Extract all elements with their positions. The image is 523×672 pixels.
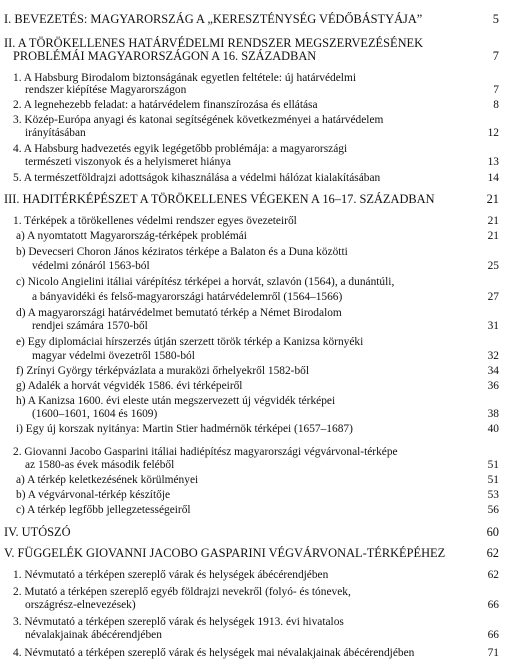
entry-title: 1. Térképek a törökellenes védelmi rendszer egyes övezeteiről (13, 215, 297, 227)
entry-page: 13 (487, 156, 499, 168)
entry-page: 21 (487, 230, 499, 242)
entry-title: 1. A Habsburg Birodalom biztonságának egyetlen feltétele: új határvédelmi (13, 72, 356, 84)
entry-title: magyar védelmi övezetről 1580-ból (32, 350, 195, 362)
entry-title: I. BEVEZETÉS: MAGYARORSZÁG A „KERESZTÉNYSÉG VÉDŐBÁSTYÁJA” (4, 12, 423, 26)
entry-page: 25 (487, 260, 499, 272)
entry-page: 66 (487, 629, 499, 641)
entry-title: i) Egy új korszak nyitánya: Martin Stier hadmérnök térképei (1657–1687) (16, 423, 353, 435)
entry-page: 38 (487, 408, 499, 420)
entry-title: természeti viszonyok és a helyismeret hiánya (25, 156, 231, 168)
entry-title: rendszer kiépítése Magyarországon (25, 84, 187, 96)
entry-page: 60 (486, 525, 499, 539)
entry-title: 4. A Habsburg hadvezetés egyik legégetőbb problémája: a magyarországi (13, 143, 348, 155)
entry-title: 1. Névmutató a térképen szereplő várak és helységek ábécérendjében (13, 569, 329, 581)
entry-page: 62 (487, 569, 499, 581)
entry-page: 7 (493, 84, 499, 96)
entry-title: a bányavidéki és felső-magyarországi határvédelemről (1564–1566) (32, 291, 343, 303)
entry-title: a) A nyomtatott Magyarország-térképek problémái (16, 230, 247, 242)
entry-title: rendjei számára 1570-ből (32, 320, 148, 332)
entry-title: országrész-elnevezések) (25, 599, 136, 611)
entry-title: e) Egy diplomáciai hírszerzés útján szerzett török térkép a Kanizsa környéki (16, 336, 364, 348)
entry-title: névalakjainak ábécérendjében (25, 629, 162, 641)
entry-title: c) Nicolo Angielini itáliai várépítész térképei a horvát, szlavón (1564), a dunántúli, (16, 276, 395, 288)
entry-title: 3. Névmutató a térképen szereplő várak és helységek 1913. évi hivatalos (13, 616, 344, 628)
entry-page: 51 (487, 459, 499, 471)
entry-page: 12 (487, 127, 499, 139)
entry-title: f) Zrínyi György térképvázlata a muraközi őrhelyekről 1582-ből (16, 365, 309, 377)
entry-page: 14 (487, 172, 499, 184)
entry-title: az 1580-as évek második feléből (25, 459, 175, 471)
entry-title: 2. Giovanni Jacobo Gasparini itáliai hadiépítész magyarországi végvárvonal-térképe (13, 446, 398, 458)
entry-title: 3. Közép-Európa anyagi és katonai segítségének következményei a határvédelem (13, 114, 384, 126)
entry-page: 31 (487, 320, 499, 332)
entry-title: b) Devecseri Choron János kéziratos térképe a Balaton és a Duna közötti (16, 246, 348, 258)
entry-page: 53 (487, 489, 499, 501)
entry-page: 56 (487, 504, 499, 516)
entry-page: 71 (487, 647, 499, 659)
entry-title: b) A végvárvonal-térkép készítője (16, 489, 171, 501)
entry-page: 32 (487, 350, 499, 362)
entry-page: 27 (487, 291, 499, 303)
entry-title: védelmi zónáról 1563-ból (32, 260, 150, 272)
entry-title: d) A magyarországi határvédelmet bemutató térkép a Német Birodalom (16, 307, 342, 319)
entry-title: h) A Kanizsa 1600. évi eleste után megszervezett új végvidék térképei (16, 395, 336, 407)
entry-title: PROBLÉMÁI MAGYARORSZÁGON A 16. SZÁZADBAN (13, 49, 317, 63)
entry-page: 8 (493, 99, 499, 111)
entry-title: IV. UTÓSZÓ (4, 525, 71, 539)
entry-page: 62 (486, 546, 499, 560)
entry-title: g) Adalék a horvát végvidék 1586. évi térképeiről (16, 380, 243, 392)
entry-page: 34 (487, 365, 499, 377)
entry-title: (1600–1601, 1604 és 1609) (32, 408, 158, 420)
entry-page: 21 (486, 192, 499, 206)
entry-title: 5. A természetföldrajzi adottságok kihasználása a védelmi hálózat kialakításában (13, 172, 381, 184)
entry-page: 21 (487, 215, 499, 227)
entry-title: 2. A legnehezebb feladat: a határvédelem finanszírozása és ellátása (13, 99, 318, 111)
entry-page: 5 (492, 12, 499, 26)
entry-title: V. FÜGGELÉK GIOVANNI JACOBO GASPARINI VÉGVÁRVONAL-TÉRKÉPÉHEZ (4, 546, 446, 560)
entry-page: 40 (487, 423, 499, 435)
entry-title: irányításában (25, 127, 86, 139)
entry-title: c) A térkép legfőbb jellegzetességeiről (16, 504, 191, 516)
entry-title: a) A térkép keletkezésének körülményei (16, 474, 199, 486)
entry-title: III. HADITÉRKÉPÉSZET A TÖRÖKELLENES VÉGEKEN A 16–17. SZÁZADBAN (4, 192, 435, 206)
entry-title: 2. Mutató a térképen szereplő egyéb földrajzi nevekről (folyó- és tónevek, (13, 586, 351, 598)
entry-page: 7 (492, 49, 499, 63)
entry-page: 51 (487, 474, 499, 486)
entry-page: 66 (487, 599, 499, 611)
entry-page: 36 (487, 380, 499, 392)
entry-title: 4. Névmutató a térképen szereplő várak és helységek mai névalakjainak ábécérendjében (13, 647, 415, 659)
entry-title: II. A TÖRÖKELLENES HATÁRVÉDELMI RENDSZER MEGSZERVEZÉSÉNEK (4, 36, 424, 50)
